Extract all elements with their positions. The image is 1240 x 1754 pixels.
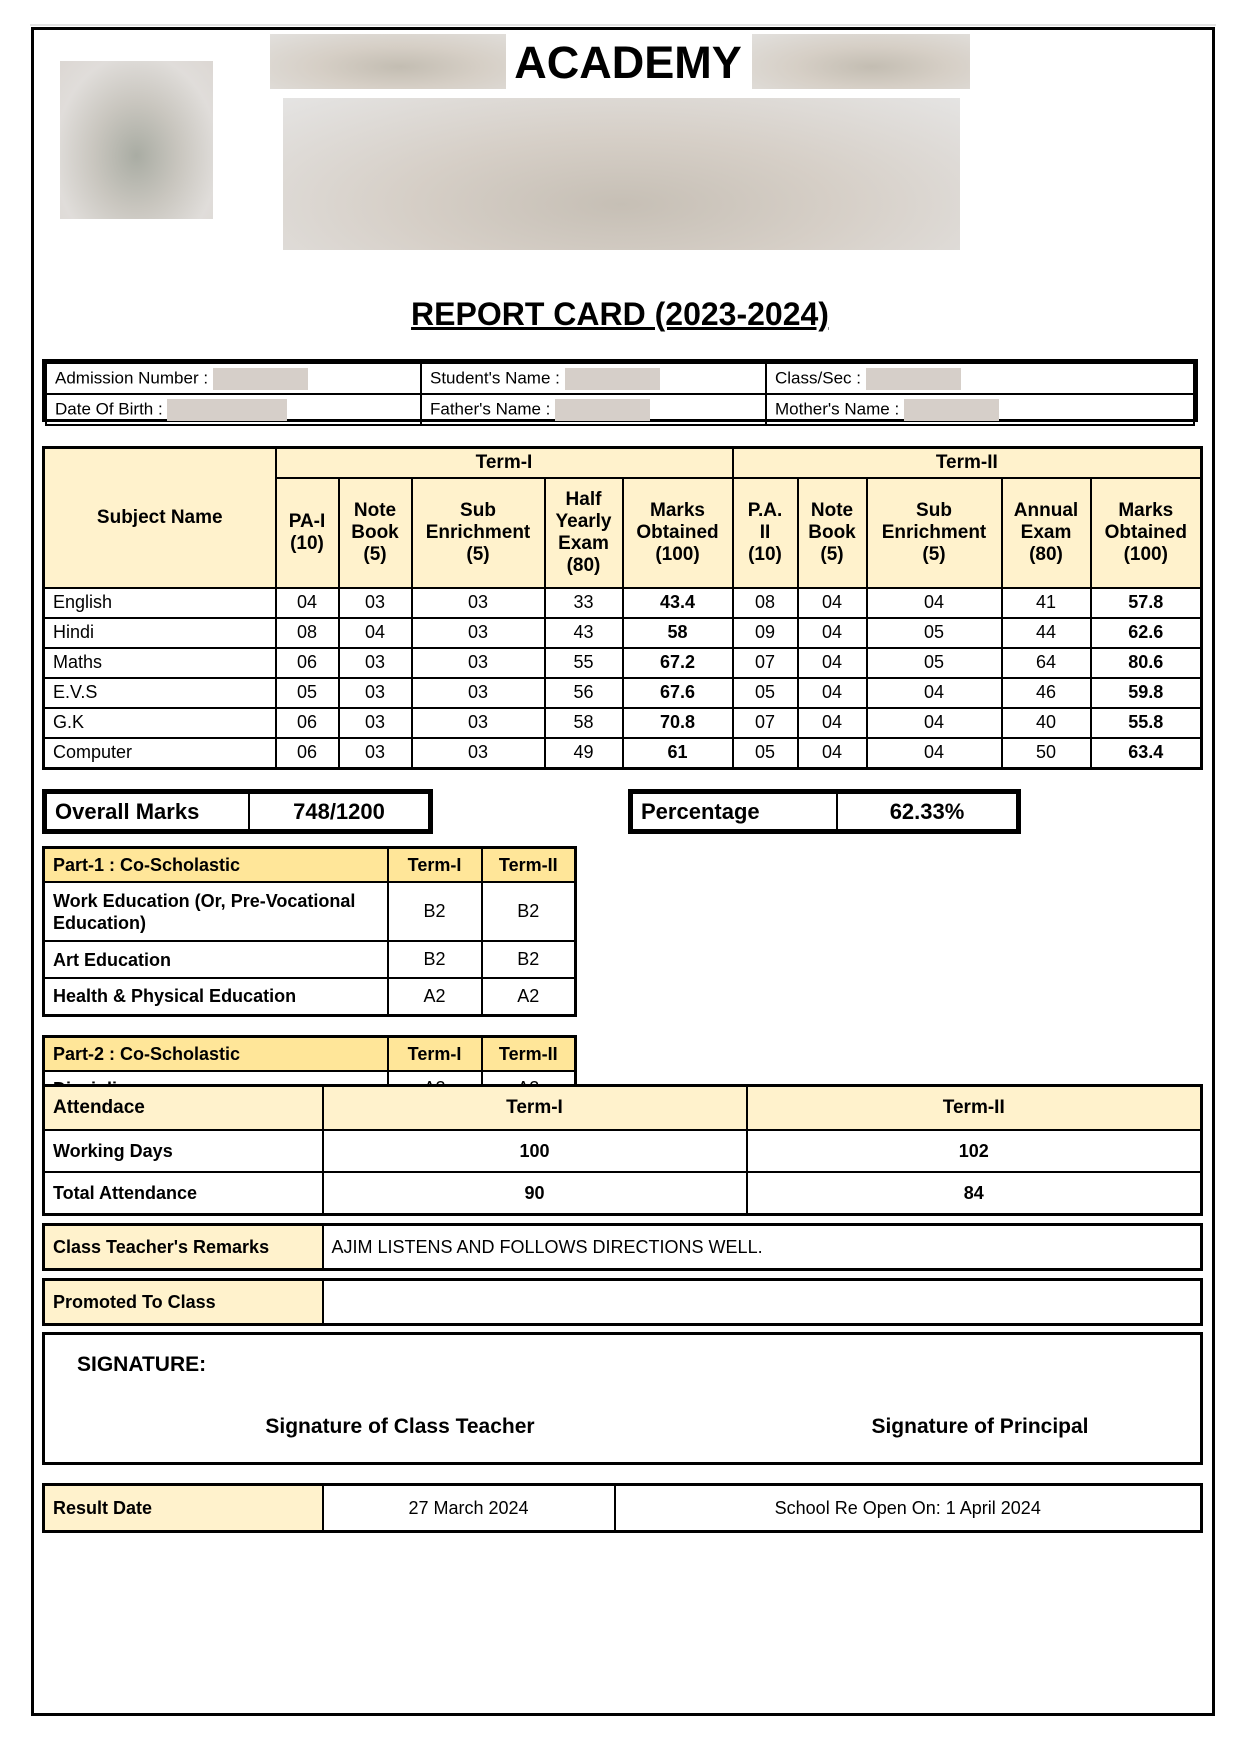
remarks-row xyxy=(42,1223,1203,1271)
class-sec-label: Class/Sec : xyxy=(775,367,861,387)
col-sub-enrichment1: Sub Enrichment (5) xyxy=(412,478,545,588)
dob-cell xyxy=(46,394,421,425)
principal-signature-label: Signature of Principal xyxy=(871,1415,1089,1438)
marks-obtained2-cell: 55.8 xyxy=(1091,708,1202,738)
marks-obtained2-cell: 63.4 xyxy=(1091,738,1202,769)
pa2-cell: 05 xyxy=(733,738,798,769)
col-half-yearly: Half Yearly Exam (80) xyxy=(545,478,623,588)
annual-exam-cell: 46 xyxy=(1002,678,1091,708)
pa1-cell: 04 xyxy=(276,588,339,618)
marks-obtained1-cell: 61 xyxy=(623,738,733,769)
overall-marks-value: 748/1200 xyxy=(249,793,429,830)
redacted-value xyxy=(565,368,660,390)
col-pa1: PA-I (10) xyxy=(276,478,339,588)
overall-marks-box xyxy=(42,789,433,834)
col-annual-exam: Annual Exam (80) xyxy=(1002,478,1091,588)
signature-box xyxy=(42,1332,1203,1465)
half-yearly-cell: 33 xyxy=(545,588,623,618)
marks-table xyxy=(42,446,1200,770)
half-yearly-cell: 55 xyxy=(545,648,623,678)
table-row xyxy=(44,618,1202,648)
annual-exam-cell: 64 xyxy=(1002,648,1091,678)
father-name-cell xyxy=(421,394,766,425)
school-name: ACADEMY xyxy=(514,37,742,88)
col-marks-obtained2: Marks Obtained (100) xyxy=(1091,478,1202,588)
se2-cell: 05 xyxy=(867,618,1002,648)
table-row xyxy=(44,882,576,941)
mother-name-cell xyxy=(766,394,1194,425)
result-date-row xyxy=(42,1483,1203,1533)
activity-cell: Health & Physical Education xyxy=(44,978,388,1015)
attendance-header: Attendace xyxy=(44,1086,323,1131)
signature-title: SIGNATURE: xyxy=(77,1353,207,1376)
redacted-value xyxy=(866,368,961,390)
student-info-table xyxy=(42,359,1198,422)
col-notebook2: Note Book (5) xyxy=(798,478,867,588)
part1-header: Part-1 : Co-Scholastic xyxy=(44,848,388,883)
pa2-cell: 05 xyxy=(733,678,798,708)
marks-obtained1-cell: 70.8 xyxy=(623,708,733,738)
nb2-cell: 04 xyxy=(798,678,867,708)
pa1-cell: 05 xyxy=(276,678,339,708)
grade-term1: B2 xyxy=(388,941,482,978)
pa2-cell: 08 xyxy=(733,588,798,618)
grade-term1: A2 xyxy=(388,978,482,1015)
part1-term2-header: Term-II xyxy=(482,848,576,883)
table-row xyxy=(44,708,1202,738)
grade-term2: B2 xyxy=(482,941,576,978)
marks-obtained1-cell: 43.4 xyxy=(623,588,733,618)
subject-cell: Maths xyxy=(44,648,276,678)
half-yearly-cell: 56 xyxy=(545,678,623,708)
working-days-term1: 100 xyxy=(323,1130,747,1172)
class-teacher-signature-label: Signature of Class Teacher xyxy=(265,1415,535,1438)
grade-term1: B2 xyxy=(388,882,482,941)
nb2-cell: 04 xyxy=(798,738,867,769)
marks-obtained2-cell: 80.6 xyxy=(1091,648,1202,678)
promoted-label: Promoted To Class xyxy=(44,1280,323,1325)
se2-cell: 05 xyxy=(867,648,1002,678)
result-date-label: Result Date xyxy=(44,1485,323,1532)
half-yearly-cell: 43 xyxy=(545,618,623,648)
nb1-cell: 03 xyxy=(339,588,412,618)
marks-obtained1-cell: 58 xyxy=(623,618,733,648)
attendance-term1-header: Term-I xyxy=(323,1086,747,1131)
total-attendance-label: Total Attendance xyxy=(44,1172,323,1215)
pa2-cell: 09 xyxy=(733,618,798,648)
nb2-cell: 04 xyxy=(798,588,867,618)
activity-cell: Work Education (Or, Pre-Vocational Education) xyxy=(44,882,388,941)
marks-obtained2-cell: 62.6 xyxy=(1091,618,1202,648)
nb1-cell: 03 xyxy=(339,648,412,678)
class-sec-cell xyxy=(766,363,1194,394)
marks-obtained2-cell: 59.8 xyxy=(1091,678,1202,708)
part1-term1-header: Term-I xyxy=(388,848,482,883)
pa1-cell: 06 xyxy=(276,738,339,769)
mother-name-label: Mother's Name : xyxy=(775,398,900,418)
marks-obtained1-cell: 67.6 xyxy=(623,678,733,708)
promoted-row xyxy=(42,1278,1203,1326)
percentage-label: Percentage xyxy=(632,793,837,830)
percentage-box xyxy=(628,789,1021,834)
total-attendance-term2: 84 xyxy=(747,1172,1202,1215)
pa2-cell: 07 xyxy=(733,648,798,678)
subject-cell: English xyxy=(44,588,276,618)
nb2-cell: 04 xyxy=(798,708,867,738)
table-row xyxy=(44,941,576,978)
page-top-rule xyxy=(30,24,1216,26)
subject-cell: G.K xyxy=(44,708,276,738)
result-date-value: 27 March 2024 xyxy=(323,1485,615,1532)
school-address-redacted xyxy=(283,98,960,250)
remarks-value: AJIM LISTENS AND FOLLOWS DIRECTIONS WELL. xyxy=(323,1225,1202,1270)
nb1-cell: 03 xyxy=(339,678,412,708)
table-row xyxy=(44,678,1202,708)
nb1-cell: 04 xyxy=(339,618,412,648)
col-pa2: P.A. II (10) xyxy=(733,478,798,588)
half-yearly-cell: 58 xyxy=(545,708,623,738)
overall-marks-label: Overall Marks xyxy=(46,793,249,830)
student-photo xyxy=(60,61,213,219)
father-name-label: Father's Name : xyxy=(430,398,551,418)
part2-term1-header: Term-I xyxy=(388,1037,482,1072)
school-reopen-value: School Re Open On: 1 April 2024 xyxy=(615,1485,1202,1532)
subject-cell: Computer xyxy=(44,738,276,769)
se1-cell: 03 xyxy=(412,678,545,708)
subject-cell: Hindi xyxy=(44,618,276,648)
nb1-cell: 03 xyxy=(339,738,412,769)
pa2-cell: 07 xyxy=(733,708,798,738)
col-notebook1: Note Book (5) xyxy=(339,478,412,588)
admission-number-cell xyxy=(46,363,421,394)
subject-name-header: Subject Name xyxy=(44,448,276,588)
col-marks-obtained1: Marks Obtained (100) xyxy=(623,478,733,588)
se2-cell: 04 xyxy=(867,588,1002,618)
se2-cell: 04 xyxy=(867,738,1002,769)
table-row xyxy=(44,588,1202,618)
table-row xyxy=(44,1172,1202,1215)
pa1-cell: 06 xyxy=(276,648,339,678)
subject-cell: E.V.S xyxy=(44,678,276,708)
working-days-term2: 102 xyxy=(747,1130,1202,1172)
half-yearly-cell: 49 xyxy=(545,738,623,769)
grade-term2: A2 xyxy=(482,978,576,1015)
dob-label: Date Of Birth : xyxy=(55,398,163,418)
term1-header: Term-I xyxy=(276,448,733,478)
nb1-cell: 03 xyxy=(339,708,412,738)
student-name-cell xyxy=(421,363,766,394)
term2-header: Term-II xyxy=(733,448,1202,478)
annual-exam-cell: 40 xyxy=(1002,708,1091,738)
attendance-term2-header: Term-II xyxy=(747,1086,1202,1131)
student-name-label: Student's Name : xyxy=(430,367,560,387)
redacted-value xyxy=(555,399,650,421)
marks-obtained1-cell: 67.2 xyxy=(623,648,733,678)
part2-term2-header: Term-II xyxy=(482,1037,576,1072)
redacted-value xyxy=(167,399,287,421)
grade-term2: B2 xyxy=(482,882,576,941)
annual-exam-cell: 50 xyxy=(1002,738,1091,769)
nb2-cell: 04 xyxy=(798,618,867,648)
attendance-table xyxy=(42,1084,1203,1216)
col-sub-enrichment2: Sub Enrichment (5) xyxy=(867,478,1002,588)
annual-exam-cell: 41 xyxy=(1002,588,1091,618)
total-attendance-term1: 90 xyxy=(323,1172,747,1215)
se1-cell: 03 xyxy=(412,708,545,738)
table-row xyxy=(44,978,576,1015)
admission-number-label: Admission Number : xyxy=(55,367,209,387)
page-title: REPORT CARD (2023-2024) xyxy=(411,296,829,332)
pa1-cell: 06 xyxy=(276,708,339,738)
promoted-value xyxy=(323,1280,1202,1325)
table-row xyxy=(44,1130,1202,1172)
nb2-cell: 04 xyxy=(798,648,867,678)
table-row xyxy=(44,648,1202,678)
marks-obtained2-cell: 57.8 xyxy=(1091,588,1202,618)
se1-cell: 03 xyxy=(412,738,545,769)
remarks-label: Class Teacher's Remarks xyxy=(44,1225,323,1270)
school-name-redacted-right xyxy=(752,34,970,89)
se1-cell: 03 xyxy=(412,618,545,648)
school-name-redacted-left xyxy=(270,34,506,89)
table-row xyxy=(44,738,1202,769)
se1-cell: 03 xyxy=(412,648,545,678)
se1-cell: 03 xyxy=(412,588,545,618)
se2-cell: 04 xyxy=(867,708,1002,738)
redacted-value xyxy=(213,368,308,390)
annual-exam-cell: 44 xyxy=(1002,618,1091,648)
redacted-value xyxy=(904,399,999,421)
se2-cell: 04 xyxy=(867,678,1002,708)
part2-header: Part-2 : Co-Scholastic xyxy=(44,1037,388,1072)
working-days-label: Working Days xyxy=(44,1130,323,1172)
pa1-cell: 08 xyxy=(276,618,339,648)
co-scholastic-part1-table xyxy=(42,846,574,1017)
activity-cell: Art Education xyxy=(44,941,388,978)
percentage-value: 62.33% xyxy=(837,793,1017,830)
